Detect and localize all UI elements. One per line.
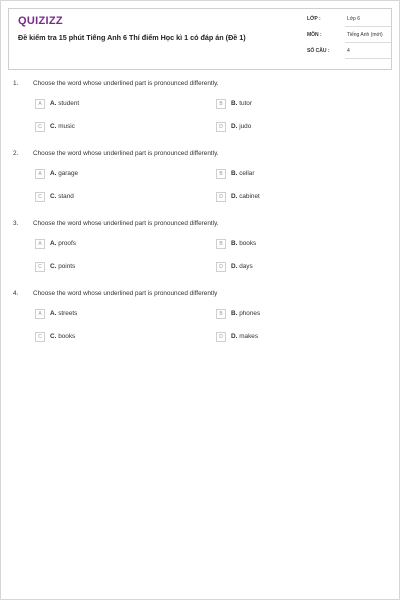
option-text: proofs <box>58 240 76 247</box>
option-letter: D. <box>231 123 238 130</box>
meta-row-class <box>305 13 391 27</box>
option-letter-box: D <box>216 262 226 272</box>
option-letter: A. <box>50 240 57 247</box>
option-letter-box: D <box>216 122 226 132</box>
option-letter-box: A <box>35 309 45 319</box>
option-letter: C. <box>50 123 57 130</box>
option-text: tutor <box>239 100 252 107</box>
option-text: streets <box>58 310 78 317</box>
question-text: Choose the word whose underlined part is pronounced differently. <box>33 150 219 157</box>
page-title: Đề kiểm tra 15 phút Tiếng Anh 6 Thí điểm Học kì 1 có đáp án (Đề 1) <box>18 33 246 42</box>
meta-underline <box>345 26 391 27</box>
option-letter: B. <box>231 240 238 247</box>
meta-label: SỐ CÂU : <box>307 48 330 54</box>
option-letter: B. <box>231 100 238 107</box>
option-letter: D. <box>231 193 238 200</box>
option-text: points <box>58 263 76 270</box>
option-letter-box: D <box>216 332 226 342</box>
option-letter-box: B <box>216 239 226 249</box>
option-letter: B. <box>231 310 238 317</box>
option-letter-box: B <box>216 309 226 319</box>
meta-panel <box>305 9 391 69</box>
option-text: garage <box>58 170 79 177</box>
option-letter-box: B <box>216 169 226 179</box>
option-letter: C. <box>50 193 57 200</box>
meta-underline <box>345 58 391 59</box>
option-letter: C. <box>50 263 57 270</box>
option-letter-box: D <box>216 192 226 202</box>
option-letter-box: B <box>216 99 226 109</box>
option-text: makes <box>239 333 259 340</box>
option-letter-box: A <box>35 99 45 109</box>
meta-row-count <box>305 45 391 59</box>
option-text: books <box>239 240 257 247</box>
question-text: Choose the word whose underlined part is pronounced differently. <box>33 220 219 227</box>
option-letter-box: C <box>35 122 45 132</box>
question-number: 1. <box>13 80 19 87</box>
meta-label: MÔN : <box>307 32 322 38</box>
option-text: books <box>58 333 76 340</box>
option-text: cabinet <box>239 193 260 200</box>
option-letter: D. <box>231 263 238 270</box>
question-number: 2. <box>13 150 19 157</box>
meta-underline <box>345 42 391 43</box>
question-text: Choose the word whose underlined part is pronounced differently. <box>33 80 219 87</box>
meta-label: LỚP : <box>307 16 321 22</box>
meta-value: Tiếng Anh (mới) <box>347 32 383 38</box>
question-number: 4. <box>13 290 19 297</box>
option-letter-box: C <box>35 192 45 202</box>
option-text: phones <box>239 310 261 317</box>
worksheet-header <box>8 8 392 70</box>
question-text: Choose the word whose underlined part is pronounced differently <box>33 290 218 297</box>
option-text: student <box>58 100 80 107</box>
option-text: stand <box>58 193 74 200</box>
option-text: days <box>239 263 253 270</box>
question-number: 3. <box>13 220 19 227</box>
option-text: music <box>58 123 75 130</box>
option-letter: A. <box>50 310 57 317</box>
option-letter: B. <box>231 170 238 177</box>
option-letter-box: C <box>35 262 45 272</box>
option-letter-box: A <box>35 169 45 179</box>
quizizz-logo: QUIZIZZ <box>18 15 63 27</box>
meta-row-subject <box>305 29 391 43</box>
option-text: judo <box>239 123 252 130</box>
option-letter: A. <box>50 100 57 107</box>
option-letter-box: A <box>35 239 45 249</box>
meta-value: 4 <box>347 48 350 54</box>
option-letter: A. <box>50 170 57 177</box>
meta-value: Lớp 6 <box>347 16 361 22</box>
option-text: cellar <box>239 170 255 177</box>
option-letter: C. <box>50 333 57 340</box>
option-letter-box: C <box>35 332 45 342</box>
option-letter: D. <box>231 333 238 340</box>
